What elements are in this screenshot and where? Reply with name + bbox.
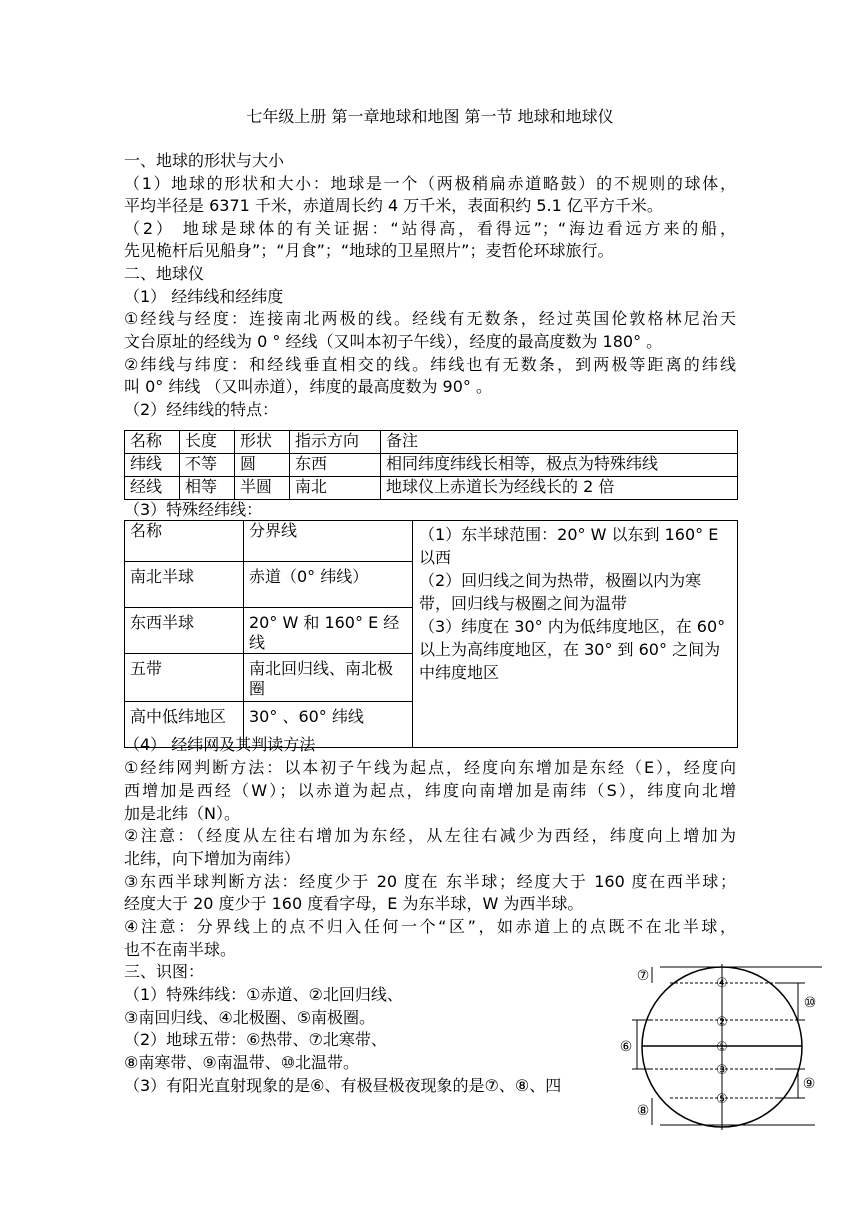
table-cell: 五带 bbox=[125, 654, 244, 702]
table-cell: 南北半球 bbox=[125, 562, 244, 608]
globe-zones-diagram bbox=[600, 960, 830, 1140]
paragraph-line: ②纬线与纬度：和经线垂直相交的线。纬线也有无数条，到两极等距离的纬线 bbox=[124, 355, 736, 374]
table-row bbox=[125, 454, 738, 477]
table-header-row bbox=[125, 521, 738, 562]
table-header-cell: 分界线 bbox=[244, 521, 413, 562]
table-cell: 半圆 bbox=[235, 477, 290, 500]
notes-cell bbox=[413, 521, 738, 748]
paragraph-line: （3）有阳光直射现象的是⑥、有极昼极夜现象的是⑦、⑧、四 bbox=[124, 1076, 562, 1095]
table-header-row bbox=[125, 431, 738, 454]
table-header-cell: 备注 bbox=[381, 431, 738, 454]
diagram-label: ③ bbox=[716, 1063, 728, 1078]
lines-features-table bbox=[124, 430, 738, 500]
paragraph-line: 先见桅杆后见船身”；“月食”；“地球的卫星照片”；麦哲伦环球旅行。 bbox=[124, 241, 614, 260]
paragraph-line: （1）特殊纬线：①赤道、②北回归线、 bbox=[124, 985, 403, 1004]
special-lines-table bbox=[124, 520, 738, 748]
paragraph-line: 加是北纬（N）。 bbox=[124, 804, 240, 823]
note-line: （1）东半球范围：20° W 以东到 160° E 以西 bbox=[419, 525, 719, 567]
paragraph-line: ④注意：分界线上的点不归入任何一个“区”，如赤道上的点既不在北半球， bbox=[124, 917, 736, 936]
table-row bbox=[125, 477, 738, 500]
table-cell: 赤道（0° 纬线） bbox=[244, 562, 413, 608]
table-cell: 南北 bbox=[290, 477, 381, 500]
diagram-label: ⑥ bbox=[619, 1039, 633, 1055]
table-cell: 相等 bbox=[180, 477, 235, 500]
paragraph-line: 西增加是西经（W）；以赤道为起点，纬度向南增加是南纬（S），纬度向北增 bbox=[124, 781, 736, 800]
subheading: （3）特殊经纬线： bbox=[124, 500, 263, 519]
table-cell: 东西 bbox=[290, 454, 381, 477]
section-heading-globe: 二、地球仪 bbox=[124, 264, 205, 283]
note-line: （2）回归线之间为热带，极圈以内为寒带，回归线与极圈之间为温带 bbox=[419, 571, 702, 613]
table-header-cell: 名称 bbox=[125, 521, 244, 562]
table-cell: 东西半球 bbox=[125, 608, 244, 654]
subheading: （1） 经纬线和经纬度 bbox=[124, 287, 284, 306]
diagram-label: ⑦ bbox=[636, 968, 650, 984]
table-cell: 经线 bbox=[125, 477, 180, 500]
table-cell: 20° W 和 160° E 经线 bbox=[244, 608, 413, 654]
table-cell: 地球仪上赤道长为经线长的 2 倍 bbox=[381, 477, 738, 500]
table-cell: 相同纬度纬线长相等，极点为特殊纬线 bbox=[381, 454, 738, 477]
table-header-cell: 形状 bbox=[235, 431, 290, 454]
paragraph-line: ⑧南寒带、⑨南温带、⑩北温带。 bbox=[124, 1053, 360, 1072]
subheading: （4） 经纬网及其判读方法 bbox=[124, 735, 316, 754]
paragraph-line: （1）地球的形状和大小：地球是一个（两极稍扁赤道略鼓）的不规则的球体， bbox=[124, 174, 736, 193]
diagram-label: ⑧ bbox=[636, 1103, 650, 1119]
note-line: （3）纬度在 30° 内为低纬度地区，在 60° 以上为高纬度地区，在 30° 到 60° 之间为中纬度地区 bbox=[419, 617, 726, 682]
diagram-label: ⑨ bbox=[802, 1076, 816, 1092]
paragraph-line: 文台原址的经线为 0 ° 经线（又叫本初子午线），经度的最高度数为 180° 。 bbox=[124, 332, 663, 351]
paragraph-line: 叫 0° 纬线 （又叫赤道），纬度的最高度数为 90° 。 bbox=[124, 377, 492, 396]
paragraph-line: ①经纬网判断方法：以本初子午线为起点，经度向东增加是东经（E），经度向 bbox=[124, 758, 736, 777]
paragraph-line: ③东西半球判断方法：经度少于 20 度在 东半球；经度大于 160 度在西半球； bbox=[124, 872, 736, 891]
paragraph-line: 也不在南半球。 bbox=[124, 940, 237, 959]
table-cell: 南北回归线、南北极圈 bbox=[244, 654, 413, 702]
table-header-cell: 名称 bbox=[125, 431, 180, 454]
paragraph-line: 北纬，向下增加为南纬） bbox=[124, 849, 301, 868]
paragraph-line: ②注意：（经度从左往右增加为东经，从左往右减少为西经，纬度向上增加为 bbox=[124, 826, 736, 845]
table-cell: 高中低纬地区 bbox=[125, 702, 244, 748]
paragraph-line: （2）地球五带：⑥热带、⑦北寒带、 bbox=[124, 1030, 387, 1049]
paragraph-line: （2） 地球是球体的有关证据：“站得高，看得远”；“海边看远方来的船， bbox=[124, 219, 736, 238]
diagram-label: ④ bbox=[716, 976, 728, 991]
section-heading-shape: 一、地球的形状与大小 bbox=[124, 151, 285, 170]
paragraph-line: ③南回归线、④北极圈、⑤南极圈。 bbox=[124, 1008, 376, 1027]
page-title: 七年级上册 第一章地球和地图 第一节 地球和地球仪 bbox=[246, 107, 614, 126]
diagram-label: ⑩ bbox=[803, 995, 817, 1011]
subheading: （2）经纬线的特点： bbox=[124, 400, 279, 419]
table-header-cell: 指示方向 bbox=[290, 431, 381, 454]
section-heading-reading: 三、识图： bbox=[124, 962, 205, 981]
table-cell: 圆 bbox=[235, 454, 290, 477]
table-cell: 30° 、60° 纬线 bbox=[244, 702, 413, 748]
diagram-label: ② bbox=[716, 1015, 728, 1030]
paragraph-line: 经度大于 20 度少于 160 度看字母，E 为东半球，W 为西半球。 bbox=[124, 894, 584, 913]
paragraph-line: ①经线与经度：连接南北两极的线。经线有无数条，经过英国伦敦格林尼治天 bbox=[124, 309, 736, 328]
diagram-label: ① bbox=[716, 1040, 728, 1055]
table-header-cell: 长度 bbox=[180, 431, 235, 454]
table-cell: 纬线 bbox=[125, 454, 180, 477]
table-cell: 不等 bbox=[180, 454, 235, 477]
paragraph-line: 平均半径是 6371 千米，赤道周长约 4 万千米，表面积约 5.1 亿平方千米。 bbox=[124, 196, 663, 215]
diagram-label: ⑤ bbox=[716, 1092, 728, 1107]
